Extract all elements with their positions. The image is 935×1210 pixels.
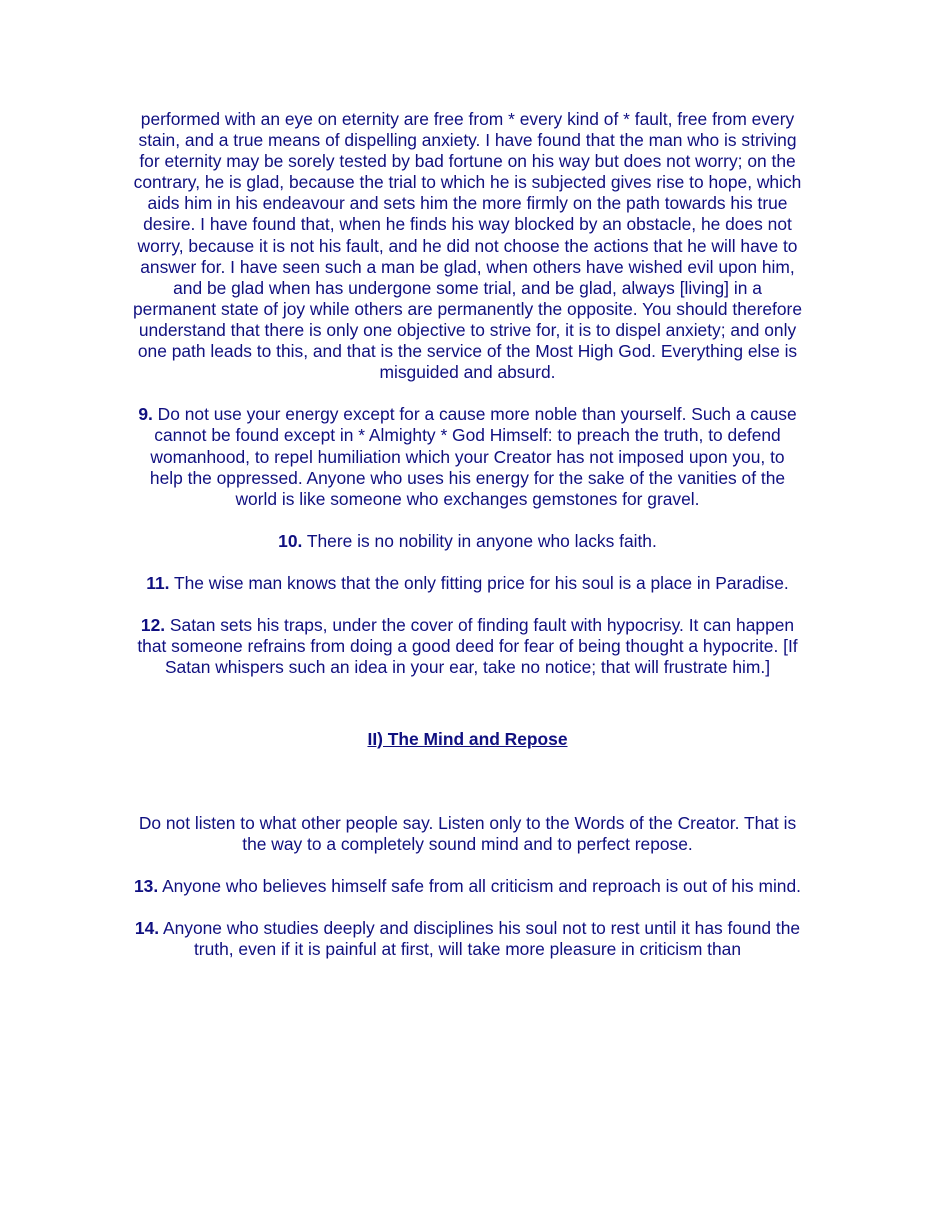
paragraph-text: Do not use your energy except for a cause more noble than yourself. Such a cause cannot be found except in * Almighty * God Himself: to preach the truth, to defend womanhood, to repel humiliation which your Creator has not imposed upon you, to help the oppressed. Anyone who uses his energy for the sake of the vanities of the world is like someone who exchanges gemstones for gravel.	[149, 404, 797, 509]
paragraph-number: 14.	[134, 918, 160, 939]
paragraph-11	[132, 573, 803, 594]
paragraph-text: Satan sets his traps, under the cover of finding fault with hypocrisy. It can happen that someone refrains from doing a good deed for fear of being thought a hypocrite. [If Satan whispers such an idea in your ear, take no notice; that will frustrate him.]	[137, 615, 798, 678]
paragraph-12	[132, 615, 803, 678]
paragraph-number: 13.	[134, 875, 159, 896]
paragraph-10	[132, 531, 803, 552]
document-page	[132, 109, 803, 981]
paragraph-text: The wise man knows that the only fitting price for his soul is a place in Paradise.	[169, 573, 789, 594]
paragraph-text: Anyone who believes himself safe from all criticism and reproach is out of his mind.	[158, 875, 801, 896]
paragraph-14	[132, 918, 803, 960]
paragraph-number: 10.	[278, 530, 303, 551]
paragraph-number: 12.	[140, 615, 166, 636]
paragraph-text: Anyone who studies deeply and disciplines his soul not to rest until it has found the truth, even if it is painful at first, will take more pleasure in criticism than	[159, 918, 801, 960]
section-heading: II) The Mind and Repose	[367, 728, 568, 749]
paragraph-text: There is no nobility in anyone who lacks faith.	[302, 530, 657, 551]
paragraph-number: 11.	[146, 573, 170, 594]
paragraph-section-intro: Do not listen to what other people say. Listen only to the Words of the Creator. That is the way to a completely sound mind and to perfect repose.	[138, 812, 797, 854]
paragraph-9	[132, 404, 803, 509]
paragraph-intro: performed with an eye on eternity are free from * every kind of * fault, free from every stain, and a true means of dispelling anxiety. I have found that the man who is striving for eternity may be sorely tested by bad fortune on his way but does not worry; on the contrary, he is glad, because the trial to which he is subjected gives rise to hope, which aids him in his endeavour and sets him the more firmly on the path towards his true desire. I have found that, when he finds his way blocked by an obstacle, he does not worry, because it is not his fault, and he did not choose the actions that he will have to answer for. I have seen such a man be glad, when others have wished evil upon him, and be glad when has undergone some trial, and be glad, always [living] in a permanent state of joy while others are permanently the opposite. You should therefore understand that there is only one objective to strive for, it is to dispel anxiety; and only one path leads to this, and that is the service of the Most High God. Everything else is misguided and absurd.	[133, 109, 802, 383]
paragraph-13	[132, 876, 803, 897]
paragraph-number: 9.	[138, 404, 153, 425]
section-spacer	[132, 750, 803, 813]
